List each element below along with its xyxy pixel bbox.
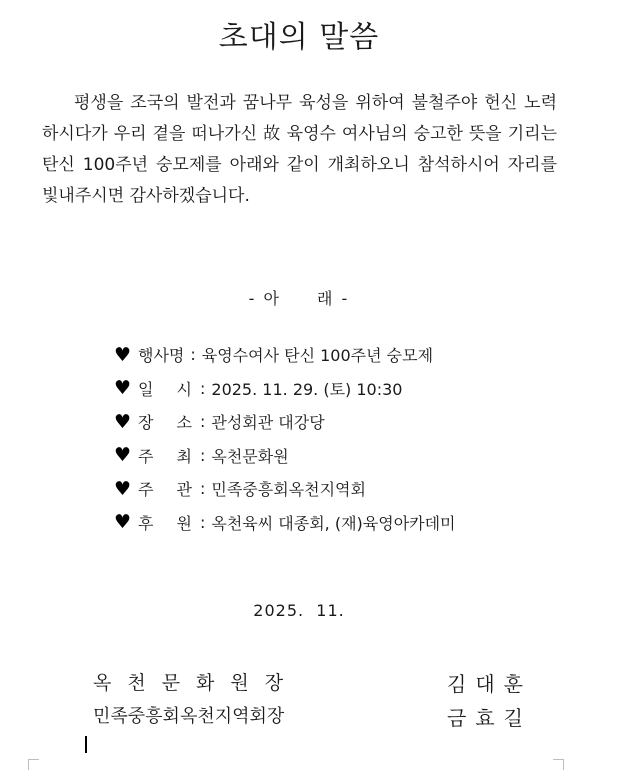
heart-icon: ♥ bbox=[114, 343, 132, 366]
event-details-list bbox=[114, 338, 456, 539]
detail-label bbox=[138, 444, 201, 467]
signature-org-2: 민족중흥회옥천지역회장 bbox=[93, 706, 285, 727]
colon: : bbox=[200, 512, 206, 532]
signature-name-2: 금효길 bbox=[447, 706, 532, 730]
detail-value: 옥천육씨 대종회, (재)육영아카데미 bbox=[211, 513, 456, 533]
colon: : bbox=[200, 412, 206, 432]
notice-left: - 아 bbox=[248, 289, 281, 308]
heart-icon: ♥ bbox=[114, 444, 132, 467]
heart-icon: ♥ bbox=[114, 410, 132, 433]
label-text: 일 시 bbox=[138, 379, 201, 399]
document-title: 초대의 말씀 bbox=[218, 20, 380, 55]
detail-label bbox=[138, 477, 201, 500]
colon: : bbox=[200, 378, 206, 398]
heart-icon: ♥ bbox=[114, 377, 132, 400]
signature-name-1: 김대훈 bbox=[447, 672, 532, 696]
colon: : bbox=[200, 479, 206, 499]
detail-item-organizer bbox=[114, 472, 456, 506]
label-text: 장 소 bbox=[138, 413, 201, 433]
page-corner-mark-left bbox=[28, 759, 39, 770]
label-text: 주 관 bbox=[138, 480, 201, 500]
text-cursor bbox=[85, 736, 87, 753]
detail-item-sponsor bbox=[114, 506, 456, 540]
detail-value: 옥천문화원 bbox=[211, 446, 289, 466]
heart-icon: ♥ bbox=[114, 511, 132, 534]
notice-heading bbox=[0, 286, 598, 309]
detail-label bbox=[138, 377, 201, 400]
colon: : bbox=[200, 445, 206, 465]
detail-item-venue bbox=[114, 405, 456, 439]
page-corner-mark-right bbox=[553, 759, 564, 770]
signature-org-1: 옥천문화원장 bbox=[93, 672, 300, 694]
detail-value: 관성회관 대강당 bbox=[211, 413, 325, 433]
label-text: 후 원 bbox=[138, 513, 201, 533]
invitation-paragraph bbox=[42, 88, 557, 212]
detail-value: 육영수여사 탄신 100주년 숭모제 bbox=[201, 346, 434, 366]
detail-item-datetime bbox=[114, 372, 456, 406]
document-date: 2025. 11. bbox=[253, 601, 345, 620]
detail-label: 행사명 bbox=[138, 346, 185, 366]
heart-icon: ♥ bbox=[114, 477, 132, 500]
notice-right: 래 - bbox=[317, 289, 350, 308]
detail-value: 민족중흥회옥천지역회 bbox=[211, 480, 366, 500]
label-text: 주 최 bbox=[138, 446, 201, 466]
detail-item-event-name bbox=[114, 338, 456, 372]
detail-label bbox=[138, 511, 201, 534]
detail-item-host bbox=[114, 439, 456, 473]
detail-value: 2025. 11. 29. (토) 10:30 bbox=[211, 379, 403, 399]
colon: : bbox=[190, 345, 196, 365]
paragraph-text: 평생을 조국의 발전과 꿈나무 육성을 위하여 불철주야 헌신 노력하시다가 우리 곁을 떠나가신 故 육영수 여사님의 숭고한 뜻을 기리는 탄신 100주년 숭모제를 아래와 같이 개최하오니 참석하시어 자리를 빛내주시면 감사하겠습니다. bbox=[42, 93, 557, 206]
detail-label bbox=[138, 410, 201, 433]
